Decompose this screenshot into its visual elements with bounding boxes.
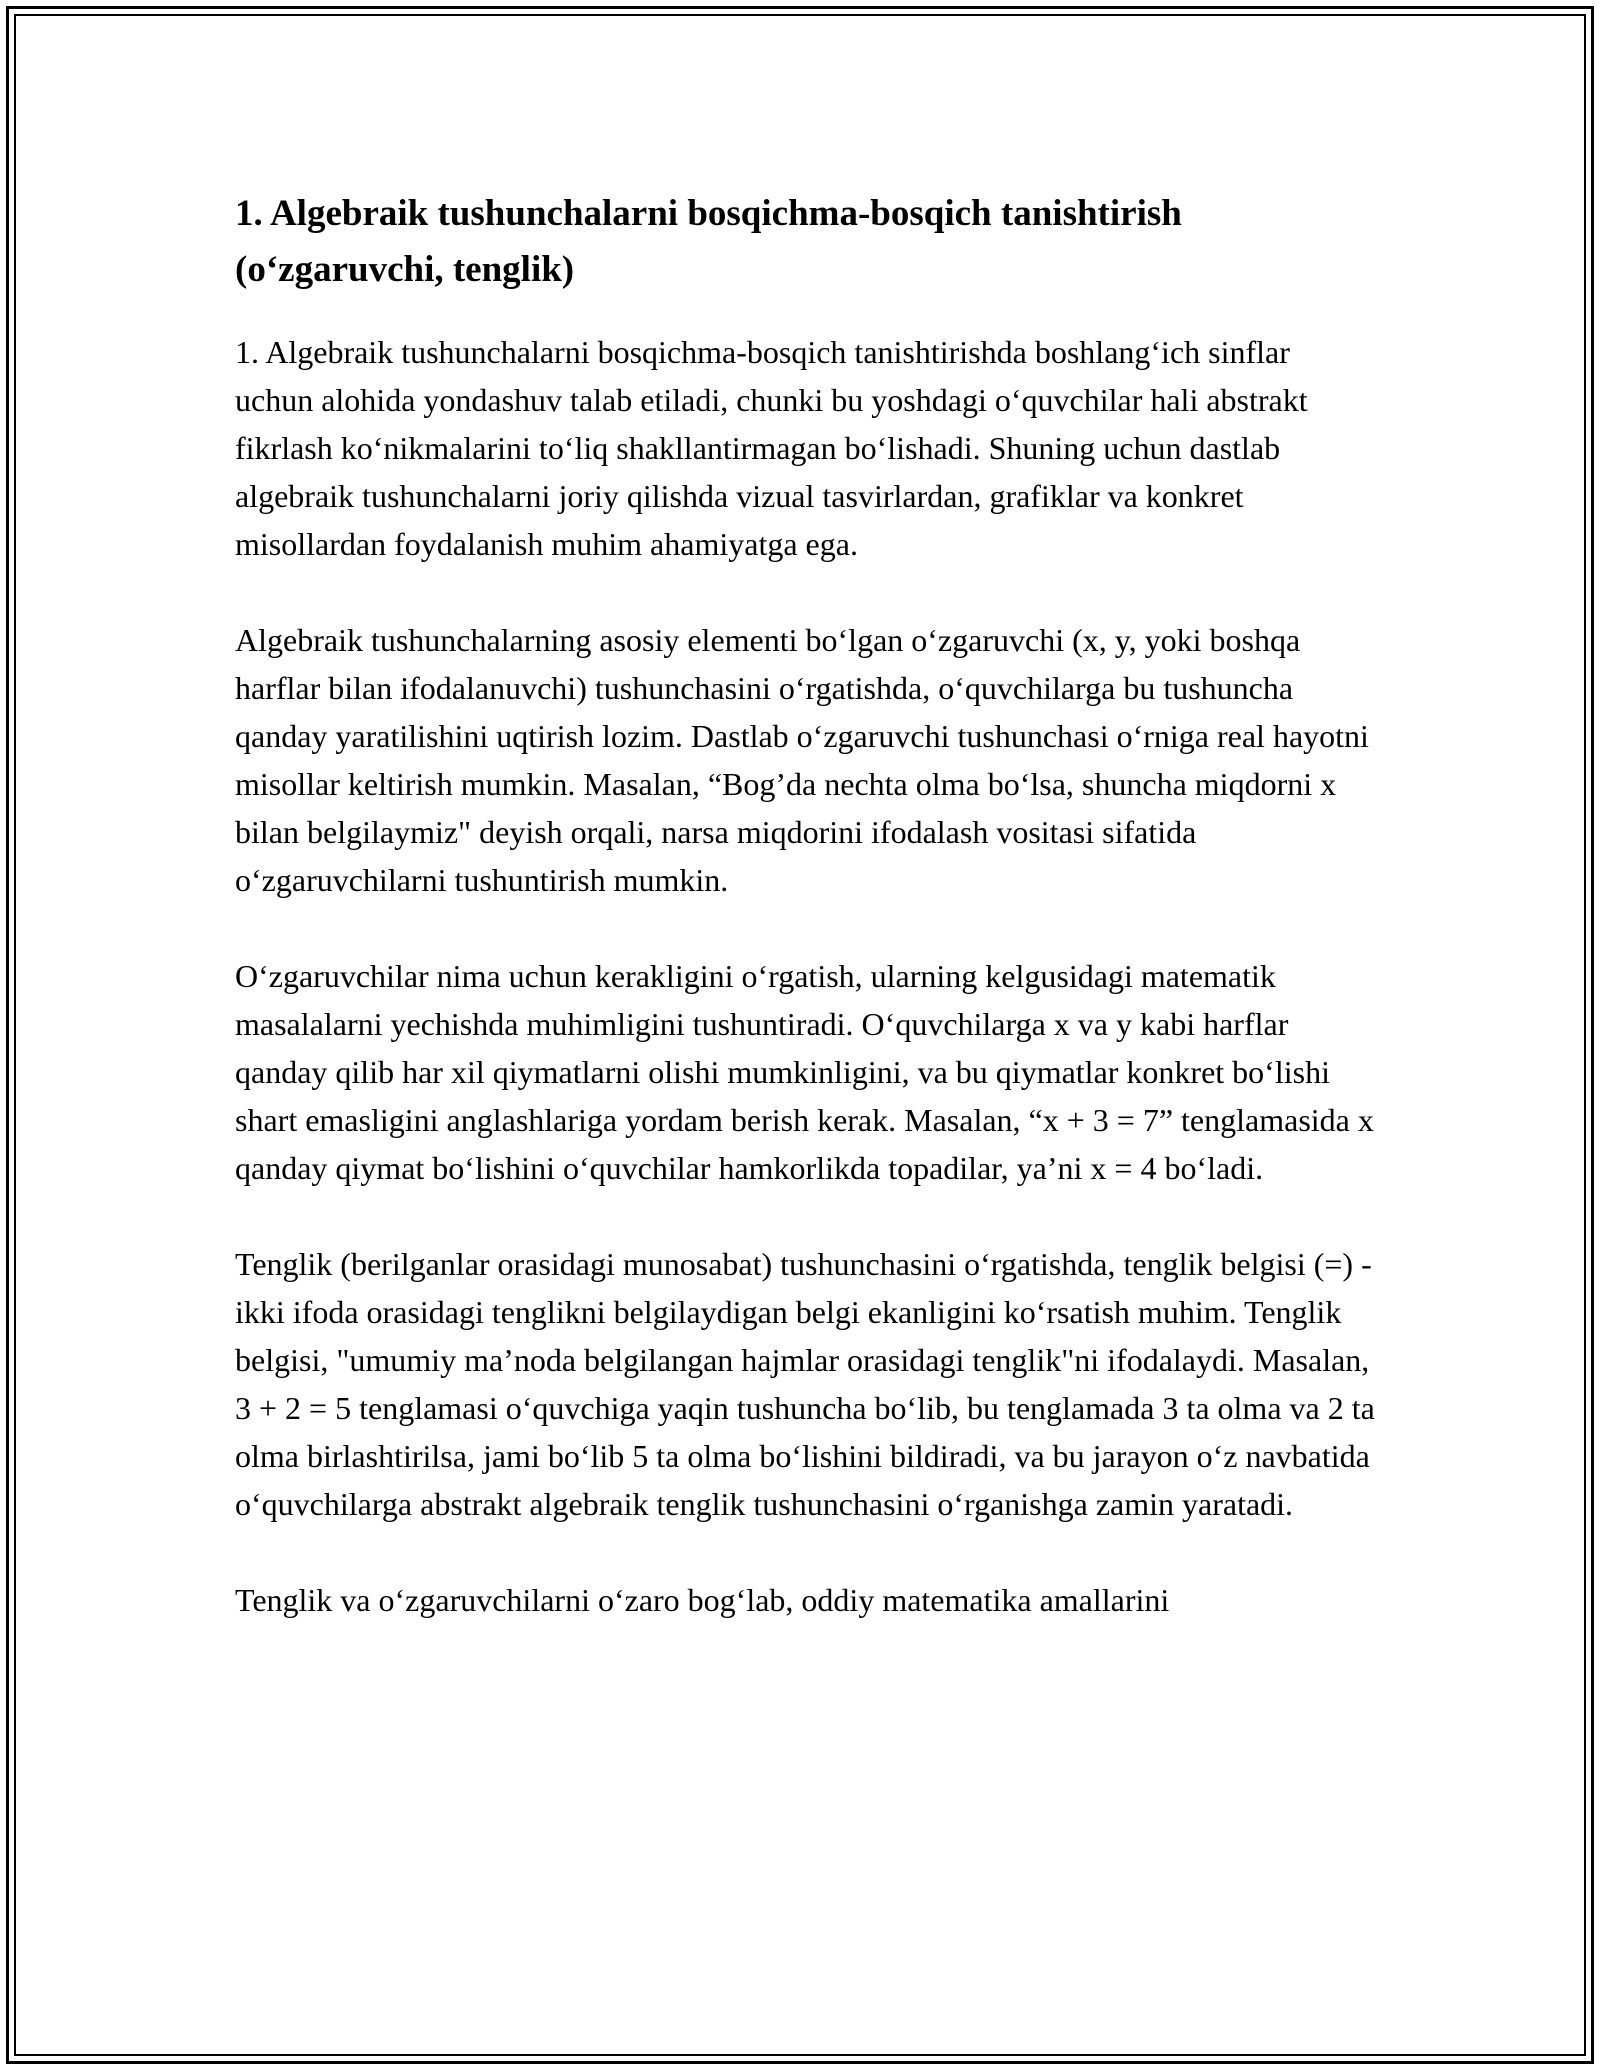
section-heading: 1. Algebraik tushunchalarni bosqichma-bosqich tanishtirish (o‘zgaruvchi, tenglik) (235, 193, 1182, 290)
document-body (235, 186, 1375, 1672)
paragraph-4: Tenglik (berilganlar orasidagi munosabat) tushunchasini o‘rgatishda, tenglik belgisi (=) - ikki ifoda orasidagi tenglikni belgilaydigan belgi ekanligini ko‘rsatish muhim. Tenglik belgisi, "umumiy ma’noda belgilangan hajmlar orasidagi tenglik"ni ifodalaydi. Masalan, 3 + 2 = 5 tenglamasi o‘quvchiga yaqin tushuncha bo‘lib, bu tenglamada 3 ta olma va 2 ta olma birlashtirilsa, jami bo‘lib 5 ta olma bo‘lishini bildiradi, va bu jarayon o‘z navbatida o‘quvchilarga abstrakt algebraik tenglik tushunchasini o‘rganishga zamin yaratadi. (235, 1246, 1375, 1522)
paragraph-1: 1. Algebraik tushunchalarni bosqichma-bosqich tanishtirishda boshlang‘ich sinflar uchun alohida yondashuv talab etiladi, chunki bu yoshdagi o‘quvchilar hali abstrakt fikrlash ko‘nikmalarini to‘liq shakllantirmagan bo‘lishadi. Shuning uchun dastlab algebraik tushunchalarni joriy qilishda vizual tasvirlardan, grafiklar va konkret misollardan foydalanish muhim ahamiyatga ega. (235, 334, 1308, 562)
paragraph-5: Tenglik va o‘zgaruvchilarni o‘zaro bog‘lab, oddiy matematika amallarini (235, 1582, 1170, 1618)
paragraph-2: Algebraik tushunchalarning asosiy elementi bo‘lgan o‘zgaruvchi (x, y, yoki boshqa harflar bilan ifodalanuvchi) tushunchasini o‘rgatishda, o‘quvchilarga bu tushuncha qanday yaratilishini uqtirish lozim. Dastlab o‘zgaruvchi tushunchasi o‘rniga real hayotni misollar keltirish mumkin. Masalan, “Bog’da nechta olma bo‘lsa, shuncha miqdorni x bilan belgilaymiz" deyish orqali, narsa miqdorini ifodalash vositasi sifatida o‘zgaruvchilarni tushuntirish mumkin. (235, 622, 1369, 898)
paragraph-3: O‘zgaruvchilar nima uchun kerakligini o‘rgatish, ularning kelgusidagi matematik masalalarni yechishda muhimligini tushuntiradi. O‘quvchilarga x va y kabi harflar qanday qilib har xil qiymatlarni olishi mumkinligini, va bu qiymatlar konkret bo‘lishi shart emasligini anglashlariga yordam berish kerak. Masalan, “x + 3 = 7” tenglamasida x qanday qiymat bo‘lishini o‘quvchilar hamkorlikda topadilar, ya’ni x = 4 bo‘ladi. (235, 958, 1374, 1186)
